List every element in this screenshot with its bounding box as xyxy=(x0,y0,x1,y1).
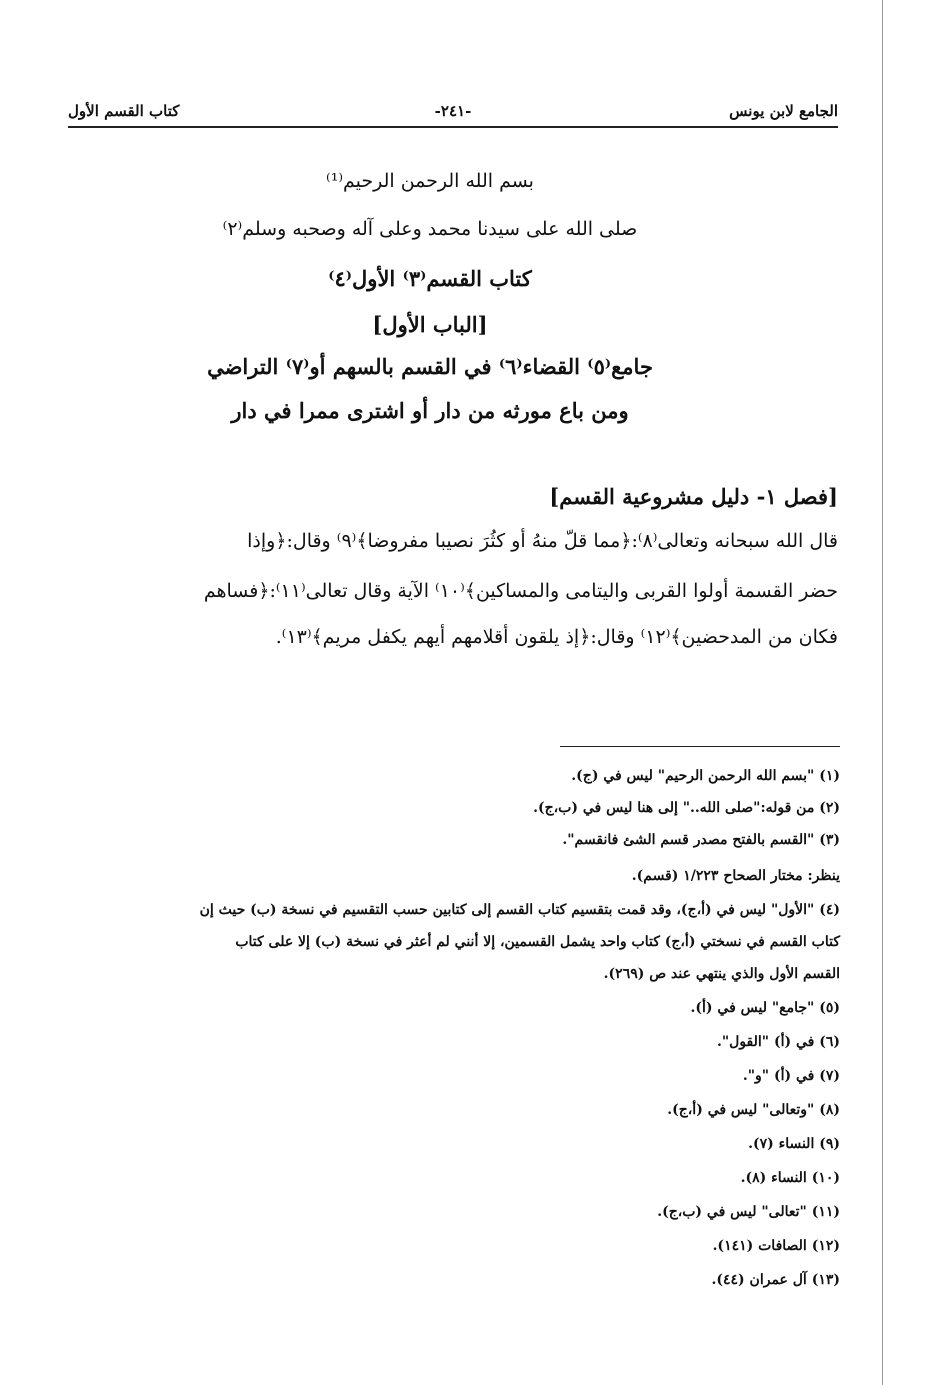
basmala: بسم الله الرحمن الرحيم⁽¹⁾ xyxy=(326,170,534,192)
book-title: كتاب القسم⁽٣⁾ الأول⁽٤⁾ xyxy=(328,266,532,291)
footnote: (٧) في (أ) "و". xyxy=(742,1068,840,1084)
footnote: (٣) "القسم بالفتح مصدر قسم الشئ فانقسم". xyxy=(562,832,840,848)
page-number: -٢٤١- xyxy=(434,102,472,120)
footnote: (٦) في (أ) "القول". xyxy=(716,1034,840,1050)
footnote: (١) "بسم الله الرحمن الرحيم" ليس في (ج). xyxy=(571,768,840,784)
footnote: (٤) "الأول" ليس في (أ،ج)، وقد قمت بتقسيم كتاب القسم إلى كتابين حسب التقسيم في نسخة (ب) حيث إن xyxy=(199,902,840,918)
footnote: (١٠) النساء (٨). xyxy=(740,1170,840,1186)
chapter-subtitle-1: جامع⁽٥⁾ القضاء⁽٦⁾ في القسم بالسهم أو⁽٧⁾ التراضي xyxy=(207,354,653,379)
body-line: فكان من المدحضين﴾⁽١٢⁾ وقال:﴿إذ يلقون أقلامهم أيهم يكفل مريم﴾⁽١٣⁾. xyxy=(275,626,838,648)
section-heading: [فصل ١- دليل مشروعية القسم] xyxy=(549,484,838,509)
footnote: (٢) من قوله:"صلى الله.." إلى هنا ليس في (ب،ج). xyxy=(533,800,840,816)
chapter-subtitle-2: ومن باع مورثه من دار أو اشترى ممرا في دار xyxy=(231,398,629,423)
salat-line: صلى الله على سيدنا محمد وعلى آله وصحبه وسلم⁽٢⁾ xyxy=(222,218,638,240)
footnote-separator xyxy=(560,746,840,747)
page-edge-line xyxy=(882,0,883,1385)
footnote: (٩) النساء (٧). xyxy=(748,1136,840,1152)
footnote: (٨) "وتعالى" ليس في (أ،ج). xyxy=(667,1102,840,1118)
header-book-title: الجامع لابن يونس xyxy=(729,102,838,120)
footnote: ينظر: مختار الصحاح ١/٢٢٣ (قسم). xyxy=(631,868,840,884)
body-line: حضر القسمة أولوا القربى واليتامى والمساكين﴾⁽١٠⁾ الآية وقال تعالى⁽١١⁾:﴿فساهم xyxy=(203,580,838,602)
header-section-title: كتاب القسم الأول xyxy=(68,102,180,120)
footnote: كتاب القسم في نسختي (أ،ج) كتاب واحد يشمل القسمين، إلا أنني لم أعثر في نسخة (ب) إلا على كتاب xyxy=(235,934,840,950)
body-line: قال الله سبحانه وتعالى⁽٨⁾:﴿مما قلّ منهُ أو كثُرَ نصيبا مفروضا﴾⁽٩⁾ وقال:﴿وإذا xyxy=(247,530,838,552)
running-header xyxy=(68,100,838,128)
chapter-title: [الباب الأول] xyxy=(372,312,488,337)
footnote: (١١) "تعالى" ليس في (ب،ج). xyxy=(657,1204,840,1220)
footnote: (٥) "جامع" ليس في (أ). xyxy=(690,1000,840,1016)
footnote: القسم الأول والذي ينتهي عند ص (٢٦٩). xyxy=(603,966,840,982)
footnote: (١٢) الصافات (١٤١). xyxy=(712,1238,840,1254)
footnote: (١٣) آل عمران (٤٤). xyxy=(711,1272,840,1288)
